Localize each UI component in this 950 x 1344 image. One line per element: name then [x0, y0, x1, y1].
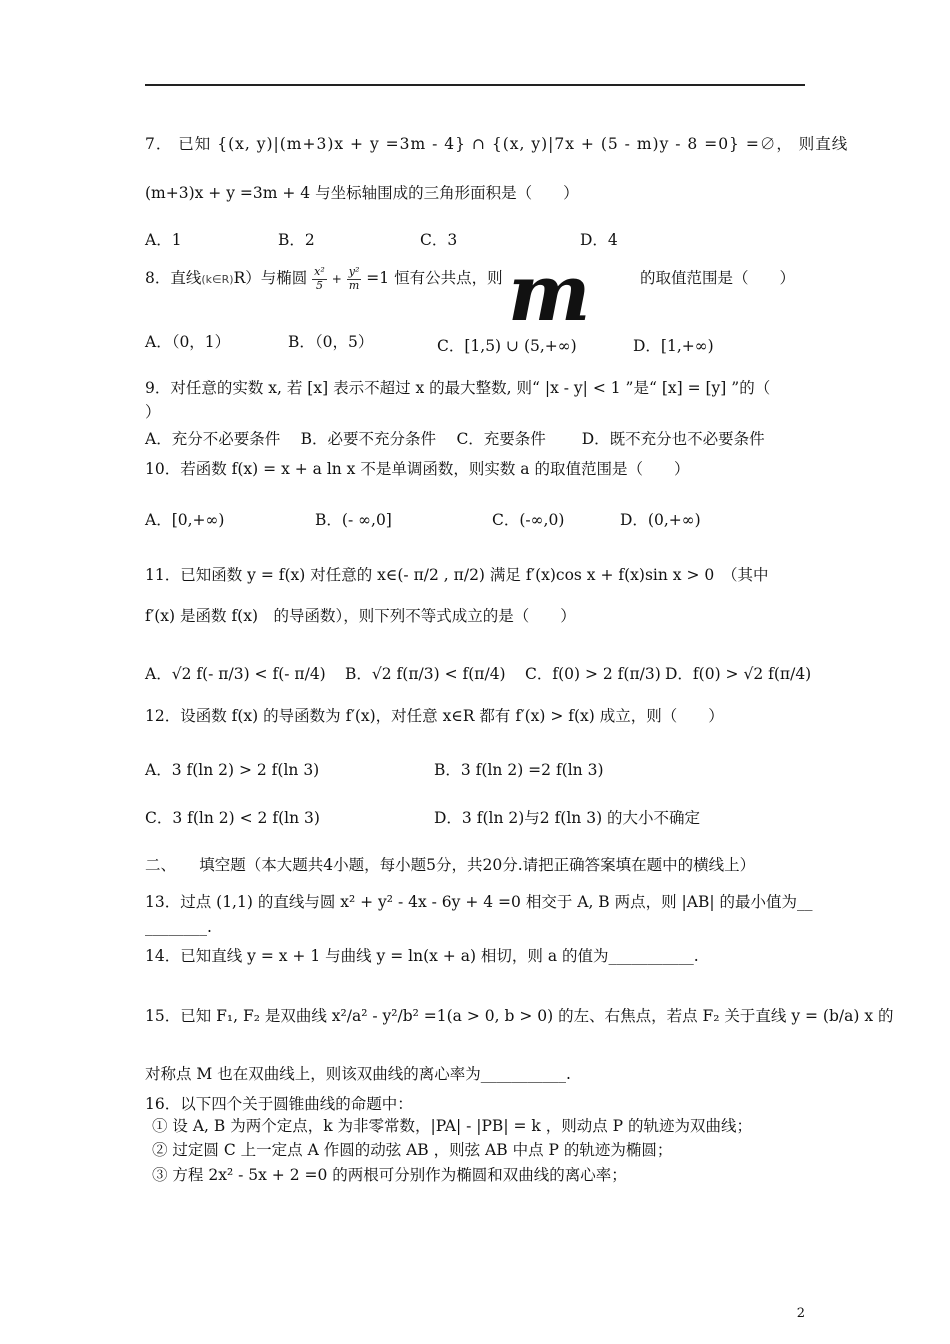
q16-stem: 16．以下四个关于圆锥曲线的命题中：	[145, 1095, 413, 1113]
ellipse-frac-x: $\frac{\text{x²}}{5}$	[314, 265, 325, 292]
q11-line2: f′(x) 是函数 f(x) 的导函数），则下列不等式成立的是（ ）	[145, 607, 576, 625]
q16-item-3: ③ 方程 2x² - 5x + 2 =0 的两根可分别作为椭圆和双曲线的离心率；	[152, 1166, 627, 1184]
q8-option-c: C．[1,5) ∪ (5,+∞)	[437, 337, 577, 355]
q11-option-d: D．f(0) > √2 f(π/4)	[665, 665, 812, 683]
q12-stem: 12．设函数 f(x) 的导函数为 f′(x)，对任意 x∈R 都有 f′(x) > f(x) 成立，则（ ）	[145, 707, 724, 725]
q8-suffix: 的取值范围是（ ）	[640, 269, 796, 287]
q13-line2: ________.	[145, 918, 212, 936]
q8-option-b: B．（0，5）	[288, 333, 374, 351]
q13-line1: 13．过点 (1,1) 的直线与圆 x² + y² - 4x - 6y + 4 =0 相交于 A, B 两点，则 |AB| 的最小值为__	[145, 893, 813, 911]
q9-line2: ）	[145, 403, 161, 421]
q8-option-a: A．（0，1）	[145, 333, 231, 351]
ellipse-frac-y: $\frac{\text{y²}}{m}$	[348, 265, 360, 292]
q15-line2: 对称点 M 也在双曲线上，则该双曲线的离心率为___________.	[145, 1065, 571, 1083]
q14-stem: 14．已知直线 y = x + 1 与曲线 y = ln(x + a) 相切，则 a 的值为___________.	[145, 947, 699, 965]
q8-ellipse-tail: =1 恒有公共点，则	[366, 269, 503, 288]
q8-mid: R）与椭圆	[233, 269, 308, 288]
q12-option-c: C．3 f(ln 2) < 2 f(ln 3)	[145, 809, 320, 827]
section-2-heading: 二、 填空题（本大题共4小题，每小题5分，共20分.请把正确答案填在题中的横线上）	[145, 856, 756, 874]
q9-options: A．充分不必要条件 B．必要不充分条件 C．充要条件 D．既不充分也不必要条件	[145, 430, 765, 448]
q7-option-b: B．2	[278, 231, 315, 249]
q16-item-2: ② 过定圆 C 上一定点 A 作圆的动弦 AB ，则弦 AB 中点 P 的轨迹为椭圆；	[152, 1141, 673, 1159]
q7-option-a: A．1	[145, 231, 182, 249]
header-rule	[145, 84, 805, 86]
q8-big-m: m	[508, 248, 591, 339]
q8-stem: 8．直线(k∈R)R）与椭圆 $\frac{\text{x²}}{5}$ + $\frac{\text{y²}}{m}$ =1 恒有公共点，则	[145, 265, 503, 292]
q16-item-1: ① 设 A, B 为两个定点，k 为非零常数，|PA| - |PB| = k ，则动点 P 的轨迹为双曲线；	[152, 1117, 752, 1135]
q7-line2: (m+3)x + y =3m + 4 与坐标轴围成的三角形面积是（ ）	[145, 184, 579, 202]
q10-option-a: A．[0,+∞)	[145, 511, 225, 529]
q10-option-d: D．(0,+∞)	[620, 511, 701, 529]
q7-option-c: C．3	[420, 231, 458, 249]
q10-stem: 10．若函数 f(x) = x + a ln x 不是单调函数，则实数 a 的取值范围是（ ）	[145, 460, 690, 478]
q11-option-c: C．f(0) > 2 f(π/3)	[525, 665, 661, 683]
q12-option-a: A．3 f(ln 2) > 2 f(ln 3)	[145, 761, 320, 779]
q10-option-b: B．(- ∞,0]	[315, 511, 392, 529]
q11-option-a: A．√2 f(- π/3) < f(- π/4)	[145, 665, 326, 683]
q12-option-b: B．3 f(ln 2) =2 f(ln 3)	[434, 761, 604, 779]
q10-option-c: C．(-∞,0)	[492, 511, 565, 529]
page-number: 2	[796, 1306, 805, 1321]
q11-option-b: B．√2 f(π/3) < f(π/4)	[345, 665, 506, 683]
q7-option-d: D．4	[580, 231, 618, 249]
q7-line1: 7． 已知 {(x, y)|(m+3)x + y =3m - 4} ∩ {(x, y)|7x + (5 - m)y - 8 =0} =∅， 则直线	[145, 135, 849, 153]
q15-line1: 15．已知 F₁, F₂ 是双曲线 x²/a² - y²/b² =1(a > 0, b > 0) 的左、右焦点，若点 F₂ 关于直线 y = (b/a) x 的	[145, 1007, 894, 1025]
q12-option-d: D．3 f(ln 2)与2 f(ln 3) 的大小不确定	[434, 809, 701, 827]
q8-prefix: 8．直线	[145, 269, 202, 288]
q8-garbled: (k∈R)	[201, 273, 234, 287]
q9-line1: 9．对任意的实数 x, 若 [x] 表示不超过 x 的最大整数, 则“ |x - y| < 1 ”是“ [x] = [y] ”的（	[145, 379, 771, 397]
q8-option-d: D．[1,+∞)	[633, 337, 714, 355]
q11-line1: 11．已知函数 y = f(x) 对任意的 x∈(- π/2 , π/2) 满足 f′(x)cos x + f(x)sin x > 0 （其中	[145, 566, 769, 584]
